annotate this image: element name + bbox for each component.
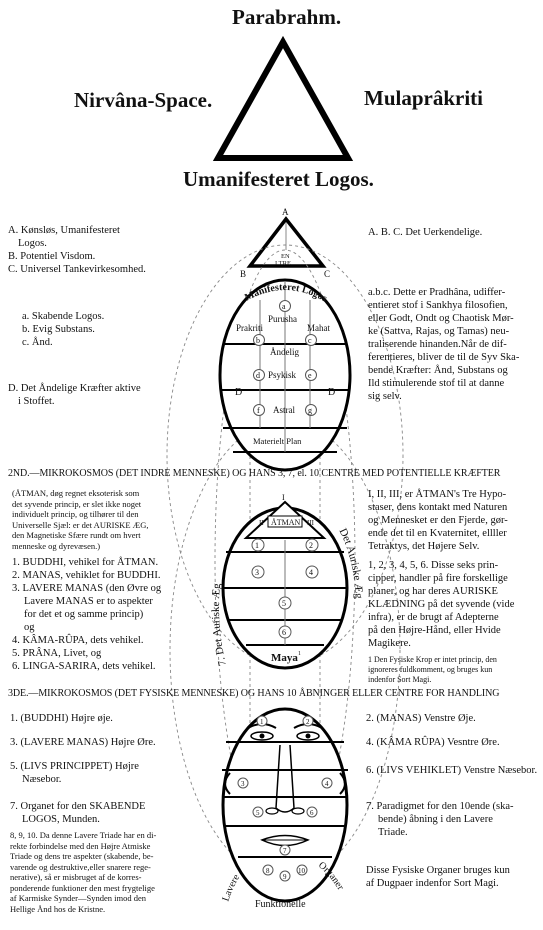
face-num-4: 4 [325,780,329,788]
egg-physical-man [220,709,348,910]
label-funktionelle: Funktionelle [255,899,306,910]
section3-heading: 3DE.—MIKROKOSMOS (DET FYSISKE MENNESKE) OG HANS 10 ÅBNINGER ELLER CENTRE FOR HANDLING [8,688,500,699]
section3-left-3: 3. (LAVERE MANAS) Højre Øre. [10,737,156,748]
section2-footnote: 1 Den Fysiske Krop er intet princip, den ignoreres fuldkomment, og bruges kun indenfor Sort Magi. [368,655,497,684]
label-D-right: D [328,387,336,398]
label-atman: ÅTMAN [271,518,301,527]
letter-e: e [308,371,312,380]
face-num-7: 7 [283,847,287,855]
section3-left-5: 5. (LIVS PRINCIPPET) Højre Næsebor. [10,761,139,785]
face-num-1: 1 [260,718,264,726]
big-triangle [218,42,348,158]
left-legend-ABC: A. Kønsløs, Umanifesteret Logos. B. Potentiel Visdom. C. Universel Tankevirkesomhed. [8,225,146,275]
letter-f: f [257,406,260,415]
letter-b: b [256,336,260,345]
section3-right-note: Disse Fysiske Organer bruges kun af Dugpaer indenfor Sort Magi. [366,865,510,889]
label-II: II [259,519,264,527]
label-maya-sup: 1 [298,651,301,657]
letter-c: c [308,336,312,345]
section2-heading: 2ND.—MIKROKOSMOS (DET INDRE MENNESKE) OG HANS 3, 7, el. 10 CENTRE MED POTENTIELLE KRÆFTER [8,468,501,479]
egg-macrocosmos [220,280,350,470]
face-num-2: 2 [306,718,310,726]
num-2: 2 [309,541,313,550]
label-maya: Maya [271,652,298,664]
section3-right-2: 2. (MANAS) Venstre Øje. [366,713,476,724]
label-III: III [307,519,314,527]
title-mulaprakriti: Mulaprâkriti [364,86,483,110]
section3-right-6: 6. (LIVS VEHIKLET) Venstre Næsebor. [366,765,538,776]
label-D-left: D [235,387,243,398]
face-num-3: 3 [241,780,245,788]
section2-atman-note: (ÅTMAN, døg regnet eksoterisk som det syvende princip, er slet ikke noget individuelt princip, og tilhører til den Universelle Sjæl: er det AURISKE ÆG, den Magnetiske Sfære rundt om hvert menneske og dyrevæsen.) [12,488,149,551]
right-legend-pradhana: a.b.c. Dette er Pradhâna, udiffer- entieret stof i Sankhya filosofien, eller Godt, Ondt og Chaotisk Mør- ke (Sattva, Rajas, og Tamas) neu- traliserende hinanden.Når de dif- ferentieres, bliver de til de Syv Ska- bende Kræfter: Ånd, Substans og Ild stimulerende stof til at danne sig selv. [368,287,520,402]
section3-right-7: 7. Paradigmet for den 10ende (ska- bende) åbning i den Lavere Triade. [366,801,514,838]
left-legend-D: D. Det Åndelige Kræfter aktive i Stoffet. [8,383,141,407]
label-mahat: Mahat [307,323,330,333]
label-andelig: Åndelig [270,347,299,357]
section2-hypostases: I, II, III, er ÅTMAN's Tre Hypo- staser, dens kontakt med Naturen og Mennesket er den Fjerde, gør- ende det til en Kvaternitet, ellller Tetraktys, det Højere Selv. 1, 2, 3, 4, 5, 6. Disse seks prin- cipper, handler på fire forskellige planer, og har deres AURISKE KLÆDNING på det syvende (vide infra), er de brugt af Adepterne på den Højre-Hånd, eller Hvide Magikere. [368,489,515,649]
letter-a: a [282,302,286,311]
egg-inner-man [210,493,365,668]
num-1: 1 [255,541,259,550]
label-auric-egg-right: Det Auriske Æg [336,526,365,599]
triangle-B: B [240,269,247,279]
num-5: 5 [282,599,286,608]
triangle-A: A [282,207,289,217]
left-legend-abc: a. Skabende Logos. b. Evig Substans. c. Ånd. [22,311,105,348]
label-prakriti: Prakriti [236,323,263,333]
label-materielt-plan: Materielt Plan [253,436,302,446]
title-parabrahm: Parabrahm. [232,5,342,29]
section3-left-7: 7. Organet for den SKABENDE LOGOS, Munden. [10,801,146,825]
label-purusha: Purusha [268,314,297,324]
label-manifesteret-logos: Manifesteret Logos [243,281,329,305]
label-organer: Organer [316,859,346,893]
triangle-en: EN [281,253,290,260]
face-num-8: 8 [266,867,270,875]
label-psykisk: Psykisk [268,370,297,380]
section2-principles-list: 1. BUDDHI, vehikel for ÅTMAN. 2. MANAS, vehiklet for BUDDHI. 3. LAVERE MANAS (den Øvre og Lavere MANAS er to aspekter for det et og samme princip) og 4. KÂMA-RÛPA, dets vehikel. 5. PRÂNA, Livet, og 6. LINGA-SARIRA, dets vehikel. [12,557,162,672]
num-6: 6 [282,628,286,637]
letter-g: g [308,406,312,415]
letter-d: d [256,371,260,380]
face-num-10: 10 [298,867,305,875]
section3-left-1: 1. (BUDDHI) Højre øje. [10,713,113,724]
label-astral: Astral [273,405,295,415]
label-I: I [282,493,285,502]
triangle-i-tre: I TRE [275,260,291,267]
num-4: 4 [309,568,313,577]
title-umanifesteret-logos: Umanifesteret Logos. [183,167,374,191]
num-3: 3 [255,568,259,577]
label-lavere: Lavere [220,872,243,903]
face-num-9: 9 [283,873,287,881]
label-auric-egg-left: 7. Det Auriske Æg [209,582,229,667]
section3-left-8-9-10: 8, 9, 10. Da denne Lavere Triade har en di- rekte forbindelse med den Højre Atmiske Triade og dens tre aspekter (skabende, be- varende og destruktive,eller snarere rege- nerative), så er misbruget af de korres- ponderende funktioner den mest frygtelige af Karmiske Synder—Synden imod den Hellige Ånd hos de Kristne. [10,830,157,914]
section3-right-4: 4. (KÂMA RÛPA) Vesntre Øre. [366,737,500,748]
right-legend-ABC: A. B. C. Det Uerkendelige. [368,227,483,238]
face-num-6: 6 [310,809,314,817]
triangle-C: C [324,269,331,279]
face-num-5: 5 [256,809,260,817]
title-nirvana-space: Nirvâna-Space. [74,88,213,112]
